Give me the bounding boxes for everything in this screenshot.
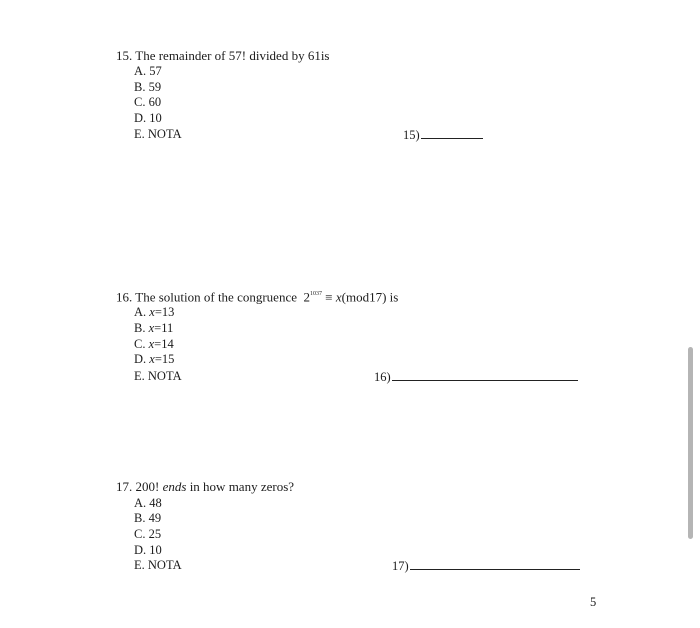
q15-answer-line [421,138,483,139]
question-16 [116,287,398,305]
page-number: 5 [590,595,597,609]
q16-congruence-mod: (mod17) [341,289,387,305]
q16-congruence-base: 2 [303,289,310,305]
q17-stem-italic: ends [162,479,187,494]
question-15 [116,48,330,64]
question-17 [116,479,294,495]
q16-stem-text: 16. The solution of the congruence [116,289,297,305]
question-15-stem: 15. The remainder of 57! divided by 61is [116,48,330,63]
q17-option-d: D. 10 [134,543,162,557]
q16-answer-label: 16) [374,370,391,384]
q17-option-b: B. 49 [134,511,162,525]
q16-answer-blank[interactable] [374,370,578,385]
q16-option-b: B. x=11 [134,321,174,335]
q16-option-c: C. x=14 [134,337,174,351]
q17-answer-label: 17) [392,559,409,573]
vertical-scrollbar[interactable] [688,347,693,539]
q17-answer-line [410,569,580,570]
q15-option-c: C. 60 [134,95,162,109]
q15-option-e: E. NOTA [134,127,182,141]
question-17-stem: 17. 200! ends in how many zeros? [116,479,295,494]
q15-answer-blank[interactable] [403,128,483,143]
q16-option-a: A. x=13 [134,305,175,319]
q16-congruence-var: x [335,289,342,305]
q16-answer-line [392,380,578,381]
q17-option-e: E. NOTA [134,558,182,572]
q16-stem-suffix: is [386,289,399,305]
q15-answer-label: 15) [403,128,420,142]
q15-option-a: A. 57 [134,64,162,78]
question-16-stem: 16. The solution of the congruence $2^{1037} \equiv x(mod17)$ is [116,289,399,305]
q16-option-e: E. NOTA [134,369,182,383]
q16-congruence-exponent: 1037 [310,291,322,297]
q17-answer-blank[interactable] [392,559,580,574]
q16-option-d: D. x=15 [134,352,175,366]
q17-option-c: C. 25 [134,527,162,541]
q15-option-b: B. 59 [134,80,162,94]
q15-option-d: D. 10 [134,111,162,125]
q17-option-a: A. 48 [134,496,162,510]
